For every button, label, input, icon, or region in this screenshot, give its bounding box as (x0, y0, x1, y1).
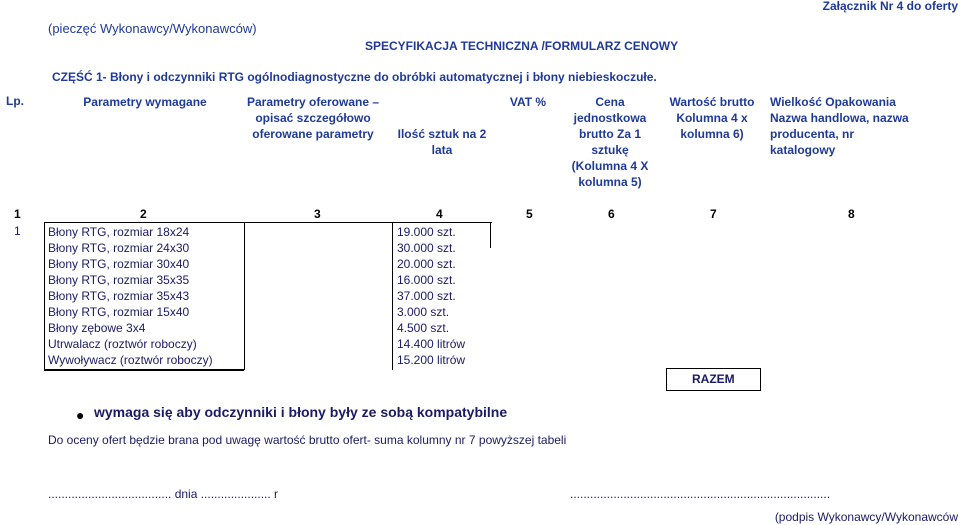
date-line: ..................................... dnia ..................... r (48, 487, 279, 501)
header-quantity: Ilość sztuk na 2 lata (397, 127, 487, 157)
stamp-label: (pieczęć Wykonawcy/Wykonawców) (48, 21, 257, 36)
total-top-border (666, 368, 760, 369)
header-size-pack: Wielkość Opakowania Nazwa handlowa, nazwa producenta, nr katalogowy (770, 95, 909, 157)
total-right-border (760, 368, 761, 391)
row-number: 1 (14, 224, 21, 238)
signature-dots: .............................................................................. (570, 487, 831, 501)
items-qty-right-border (490, 222, 491, 248)
total-left-border (666, 368, 667, 391)
column-number: 5 (526, 207, 533, 221)
total-label: RAZEM (692, 372, 735, 386)
column-number: 4 (436, 207, 443, 221)
item-quantity: 16.000 szt. (397, 273, 456, 287)
items-left-border (44, 222, 45, 370)
item-name: Wywoływacz (roztwór roboczy) (48, 353, 213, 367)
total-bottom-border (666, 390, 760, 391)
header-vat: VAT % (509, 95, 547, 109)
column-number: 2 (140, 207, 147, 221)
item-name: Błony RTG, rozmiar 24x30 (48, 241, 190, 255)
column-number: 8 (848, 207, 855, 221)
item-name: Błony RTG, rozmiar 35x43 (48, 289, 190, 303)
evaluation-note: Do oceny ofert będzie brana pod uwagę wartość brutto ofert- suma kolumny nr 7 powyższej tabeli (48, 433, 567, 447)
header-lp: Lp. (6, 94, 24, 108)
item-quantity: 3.000 szt. (397, 305, 450, 319)
item-quantity: 20.000 szt. (397, 257, 456, 271)
item-name: Błony RTG, rozmiar 18x24 (48, 225, 190, 239)
items-name-right-border (244, 222, 245, 370)
item-name: Utrwalacz (roztwór roboczy) (48, 337, 197, 351)
item-quantity: 37.000 szt. (397, 289, 456, 303)
item-name: Błony zębowe 3x4 (48, 321, 146, 335)
items-top-border (44, 222, 492, 223)
header-required-params: Parametry wymagane (83, 95, 207, 109)
items-bottom-border (44, 369, 244, 371)
column-number: 3 (314, 207, 321, 221)
column-number: 6 (608, 207, 615, 221)
header-gross-value: Wartość brutto Kolumna 4 x kolumna 6) (669, 95, 755, 141)
section-title: CZĘŚĆ 1- Błony i odczynniki RTG ogólnodiagnostyczne do obróbki automatycznej i błony niebieskoczułe. (52, 70, 657, 84)
item-quantity: 14.400 litrów (397, 337, 466, 351)
item-name: Błony RTG, rozmiar 15x40 (48, 305, 190, 319)
header-offered-params: Parametry oferowane – opisać szczegółowo oferowane parametry (246, 95, 380, 141)
item-quantity: 30.000 szt. (397, 241, 456, 255)
column-number: 1 (14, 207, 21, 221)
bullet-dot-icon: ● (76, 407, 85, 423)
column-number: 7 (710, 207, 717, 221)
document-title: SPECYFIKACJA TECHNICZNA /FORMULARZ CENOWY (365, 39, 679, 53)
signature-label: (podpis Wykonawcy/Wykonawców (774, 510, 958, 524)
attachment-label: Załącznik Nr 4 do oferty (822, 0, 958, 13)
item-quantity: 19.000 szt. (397, 225, 456, 239)
item-name: Błony RTG, rozmiar 30x40 (48, 257, 190, 271)
items-qty-left-border (392, 222, 393, 370)
item-quantity: 4.500 szt. (397, 321, 450, 335)
item-quantity: 15.200 litrów (397, 353, 466, 367)
item-name: Błony RTG, rozmiar 35x35 (48, 273, 190, 287)
header-unit-price: Cena jednostkowa brutto Za 1 sztukę (Kolumna 4 X kolumna 5) (571, 95, 649, 189)
compatibility-note: wymaga się aby odczynniki i błony były ze sobą kompatybilne (94, 404, 508, 420)
